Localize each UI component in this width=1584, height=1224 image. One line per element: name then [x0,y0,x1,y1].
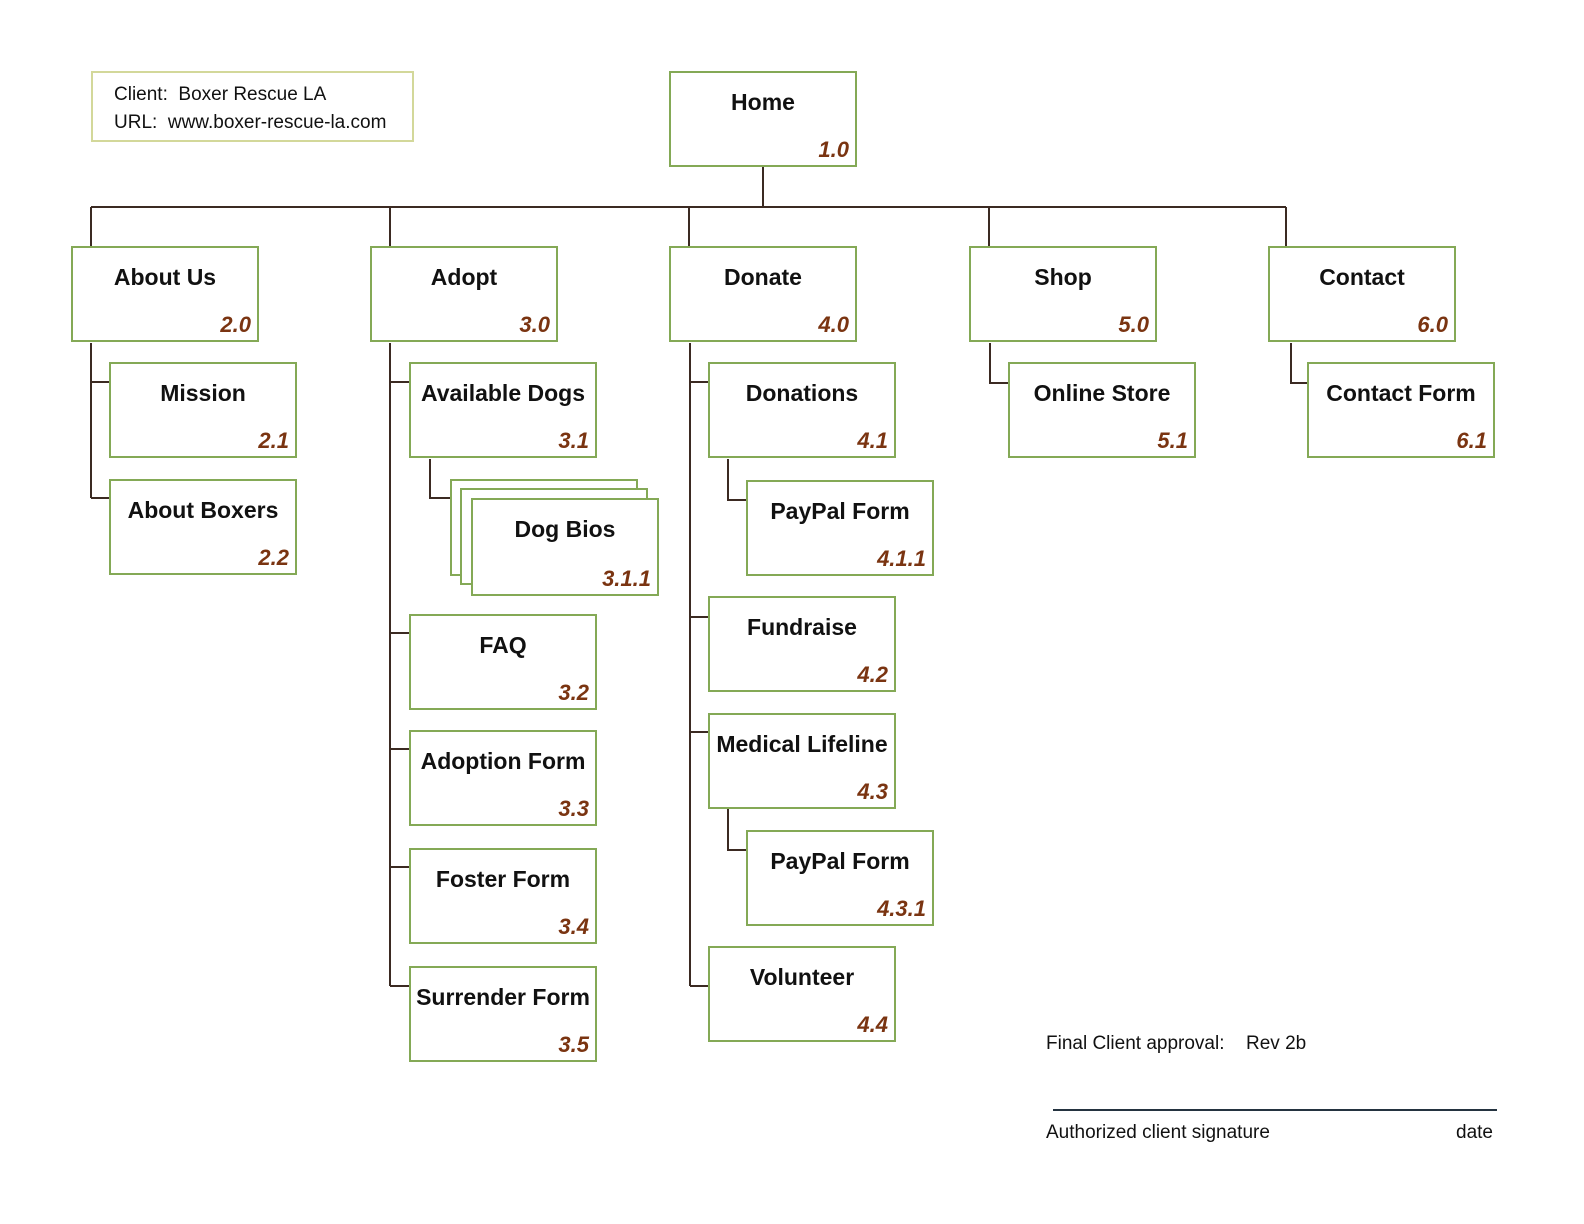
node-number: 3.4 [558,914,589,939]
client-line [114,81,412,109]
node-paypal-form-1 [746,480,934,576]
date-label: date [1456,1122,1493,1143]
node-about-boxers [109,479,297,575]
node-shop [969,246,1157,342]
node-label: Dog Bios [514,516,616,542]
node-label: Available Dogs [420,380,586,406]
node-home [669,71,857,167]
connector-dog-bios [430,459,450,498]
node-label: PayPal Form [770,848,910,874]
node-faq [409,614,597,710]
node-number: 3.1.1 [602,566,651,591]
signature-line [1053,1109,1497,1111]
node-number: 6.0 [1417,312,1448,337]
node-adopt [370,246,558,342]
node-number: 1.0 [818,137,849,162]
node-number: 4.3 [857,779,888,804]
node-number: 3.3 [558,796,589,821]
url-label: URL: [114,112,158,133]
node-number: 3.5 [558,1032,589,1057]
node-donations [708,362,896,458]
node-dog-bios [471,498,659,596]
node-number: 5.1 [1157,428,1188,453]
node-label: Fundraise [747,614,857,640]
connector-paypal-1 [728,459,746,500]
node-volunteer [708,946,896,1042]
node-adoption-form [409,730,597,826]
node-label: Foster Form [435,866,571,892]
node-number: 4.1 [857,428,888,453]
node-label: PayPal Form [770,498,910,524]
connector-contact-form [1291,343,1307,383]
node-surrender-form [409,966,597,1062]
node-number: 4.2 [857,662,888,687]
node-number: 5.0 [1118,312,1149,337]
node-label: Mission [160,380,246,406]
node-label: Adoption Form [420,748,586,774]
node-number: 4.4 [857,1012,888,1037]
node-number: 6.1 [1456,428,1487,453]
node-contact-form [1307,362,1495,458]
url-value: www.boxer-rescue-la.com [167,112,387,133]
node-label: Volunteer [749,964,855,990]
node-label: Contact [1319,264,1405,290]
connector-paypal-2 [728,809,746,850]
node-mission [109,362,297,458]
approval-label: Final Client approval: [1046,1033,1225,1054]
node-label: Medical Lifeline [716,731,888,757]
node-number: 4.3.1 [877,896,926,921]
signature-label: Authorized client signature [1046,1122,1270,1143]
url-line [114,109,412,137]
client-label: Client: [114,84,168,105]
client-name: Boxer Rescue LA [178,84,327,105]
node-number: 3.1 [558,428,589,453]
node-foster-form [409,848,597,944]
node-number: 4.1.1 [877,546,926,571]
node-number: 4.0 [818,312,849,337]
node-label: Donations [745,380,859,406]
node-label: FAQ [479,632,527,658]
node-number: 3.0 [519,312,550,337]
node-label: Home [731,89,795,115]
approval-revision: Rev 2b [1246,1033,1307,1054]
node-medical-lifeline [708,713,896,809]
node-label: Online Store [1033,380,1171,406]
node-label: Contact Form [1326,380,1476,406]
node-number: 3.2 [558,680,589,705]
node-donate [669,246,857,342]
node-about-us [71,246,259,342]
node-number: 2.1 [258,428,289,453]
node-fundraise [708,596,896,692]
client-info-box [91,71,414,142]
node-label: Adopt [430,264,498,290]
node-paypal-form-2 [746,830,934,926]
node-contact [1268,246,1456,342]
node-number: 2.0 [220,312,251,337]
node-number: 2.2 [258,545,289,570]
node-online-store [1008,362,1196,458]
node-label: Surrender Form [416,984,590,1010]
node-label: Shop [1034,264,1092,290]
node-label: About Boxers [127,497,279,523]
node-available-dogs [409,362,597,458]
node-label: About Us [113,264,217,290]
node-label: Donate [724,264,802,290]
connector-online-store [990,343,1008,383]
